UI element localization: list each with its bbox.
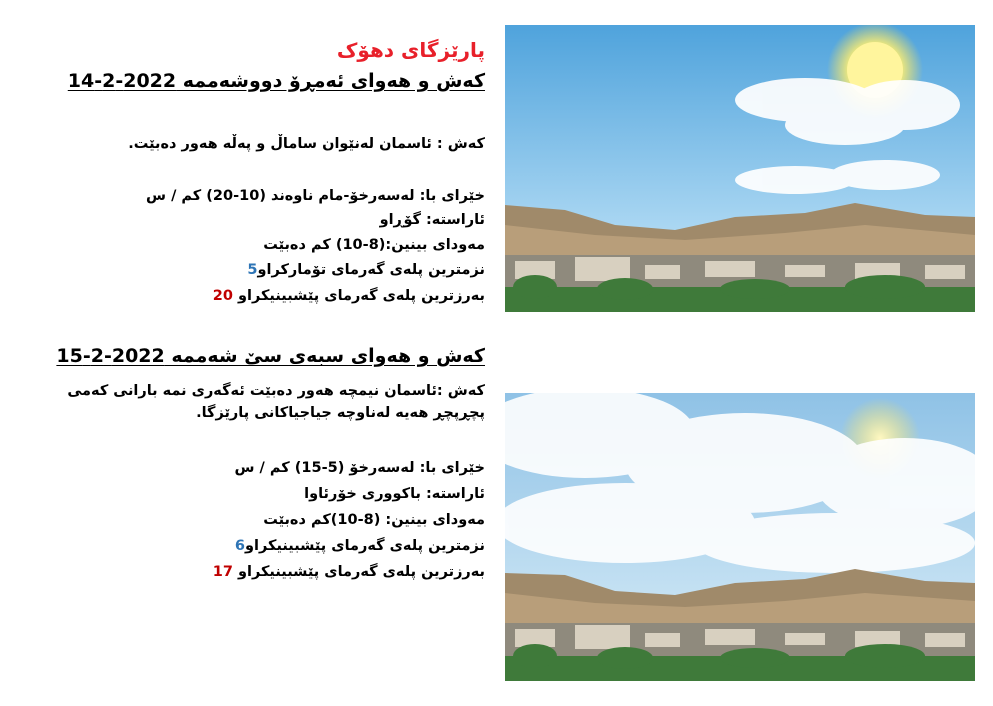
day2-max-temp [213,564,485,580]
day1-min-value: 5 [247,262,258,278]
day1-max-value: 20 [212,288,233,304]
day1-sky: کەش : ئاسمان لەنێوان ساماڵ و پەڵە هەور دەبێت. [128,136,485,152]
day1-heading: کەش و هەوای ئەمڕۆ دووشەممە 2022-2-14 [67,70,485,92]
day2-direction: ئاراستە: باکووری خۆرئاوا [304,486,485,502]
day2-max-label: بەرزترین پلەی گەرمای پێشبینیکراو [238,564,485,580]
day2-min-label: نزمترین پلەی گەرمای پێشبینیکراو [245,538,485,554]
page-title: پارێزگای دهۆک [336,38,485,62]
sunny-city-photo [505,25,975,312]
day1-wind: خێرای با: لەسەرخۆ-مام ناوەند (10-20) کم / س [146,188,485,204]
day1-visibility: مەودای بینین:(8-10) کم دەبێت [263,237,485,253]
day1-direction: ئاراستە: گۆڕاو [379,212,485,228]
day2-wind: خێرای با: لەسەرخۆ (5-15) کم / س [234,460,485,476]
day2-min-temp [235,538,485,554]
day2-max-value: 17 [212,564,233,580]
day1-min-label: نزمترین پلەی گەرمای تۆمارکراو [257,262,485,278]
day1-max-label: بەرزترین پلەی گەرمای پێشبینیکراو [238,288,485,304]
day2-visibility: مەودای بینین: (8-10)کم دەبێت [263,512,485,528]
day2-min-value: 6 [234,538,246,554]
day2-sky: کەش :ئاسمان نیمچە هەور دەبێت ئەگەری نمە بارانی کەمی پچڕپچڕ هەیە لەناوچە جیاجیاکانی پارێزگا. [67,383,485,421]
day2-heading: کەش و هەوای سبەی سێ شەممە 2022-2-15 [56,345,485,367]
day1-min-temp [247,262,485,278]
cloudy-city-photo [505,393,975,681]
day1-max-temp [213,288,485,304]
